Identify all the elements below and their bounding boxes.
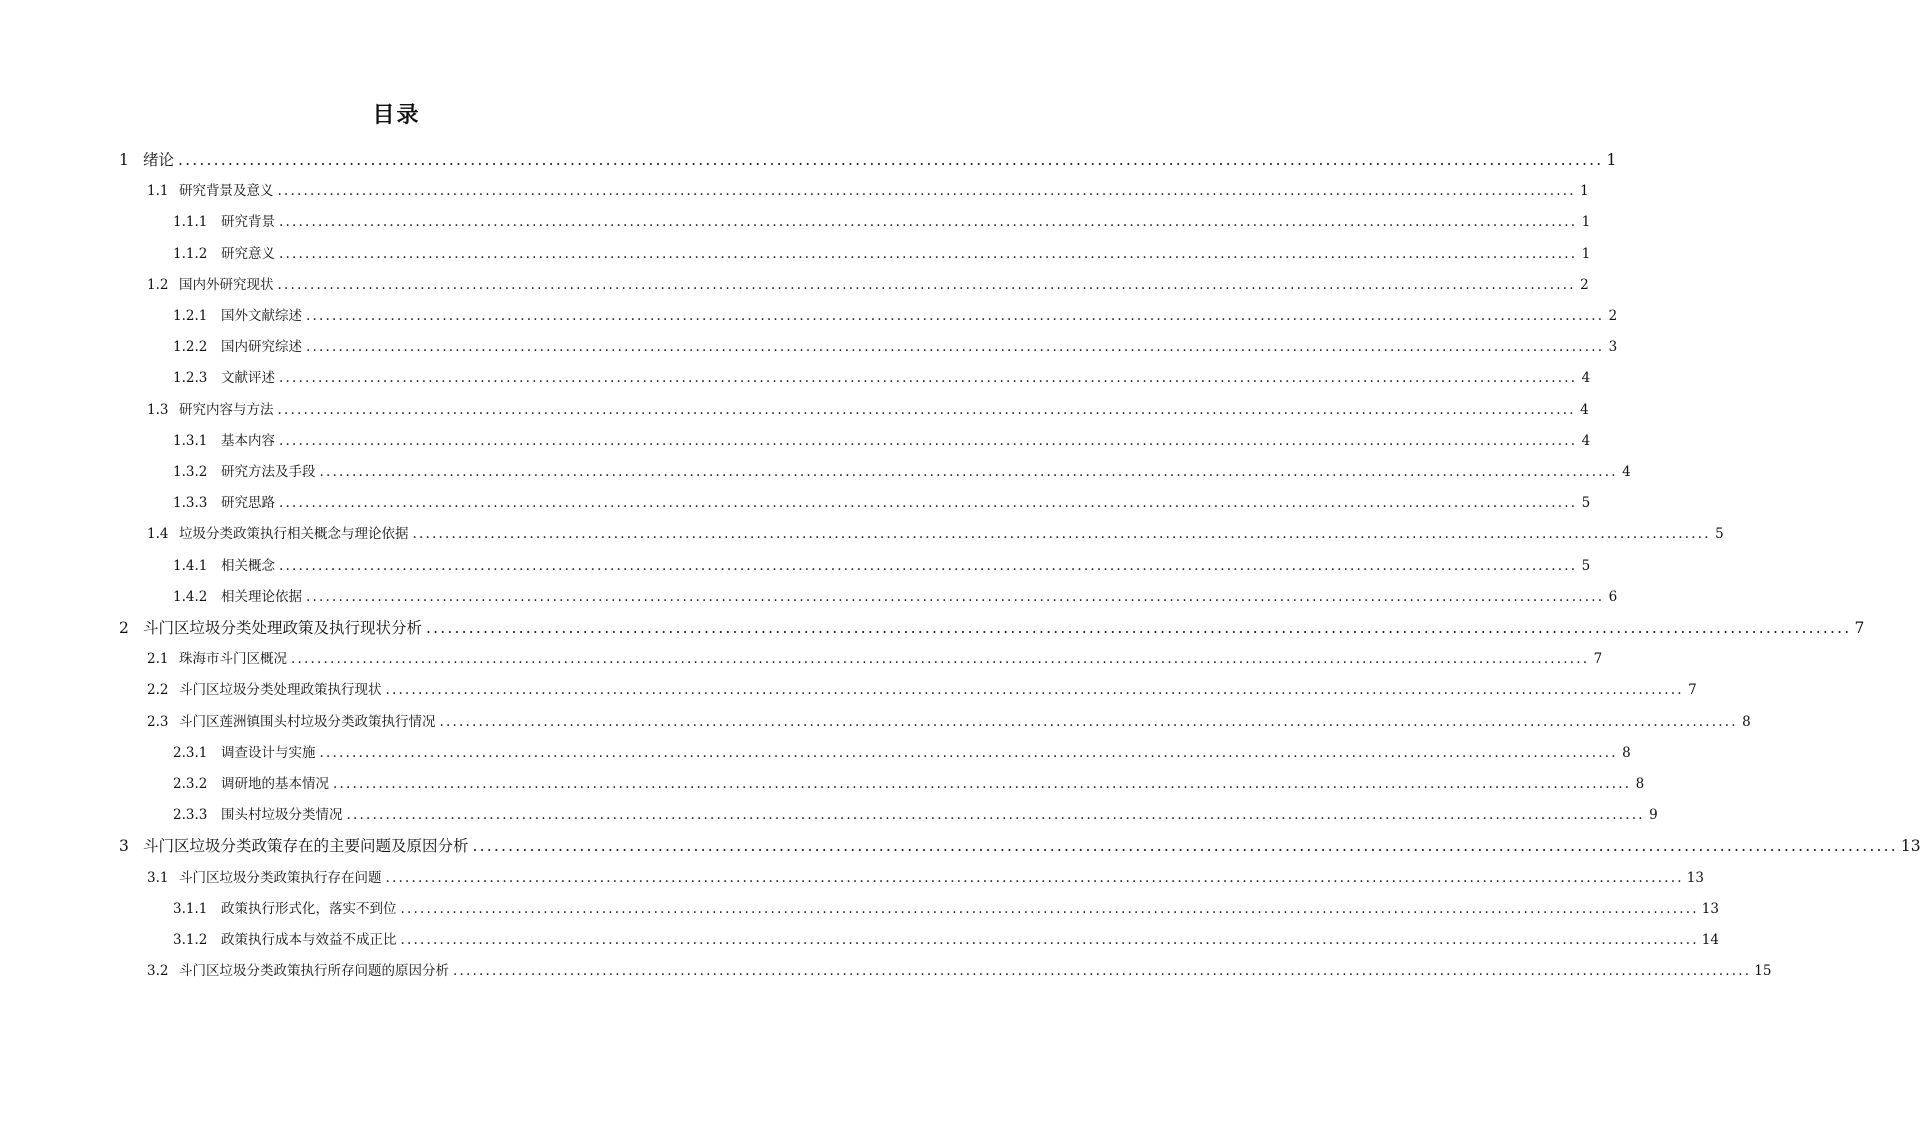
toc-entry[interactable]: [147, 867, 1704, 889]
toc-entry-title: 研究意义: [221, 246, 275, 262]
toc-entry-title: 斗门区垃圾分类政策执行所存问题的原因分析: [179, 963, 449, 979]
toc-dot-leader: ........................................................................................................................................................................................................: [333, 776, 1632, 792]
toc-entry-number: 2.1: [147, 651, 169, 667]
toc-dot-leader: ........................................................................................................................................................................................................: [400, 901, 1699, 917]
toc-entry-number: 1.2.3: [173, 370, 208, 386]
toc-entry-title: 政策执行成本与效益不成正比: [221, 932, 397, 948]
toc-entry-number: 1.1.2: [173, 246, 208, 262]
toc-entry[interactable]: [173, 243, 1591, 265]
toc-dot-leader: ........................................................................................................................................................................................................: [319, 745, 1618, 761]
toc-dot-leader: ........................................................................................................................................................................................................: [400, 932, 1699, 948]
toc-entry[interactable]: [147, 274, 1589, 296]
toc-entry-number: 2.3.3: [173, 807, 208, 823]
toc-dot-leader: ........................................................................................................................................................................................................: [306, 589, 1605, 605]
toc-dot-leader: ........................................................................................................................................................................................................: [319, 464, 1618, 480]
toc-entry-page: 6: [1608, 589, 1618, 605]
toc-entry-page: 1: [1581, 214, 1591, 230]
toc-entry-title: 研究方法及手段: [221, 464, 316, 480]
toc-dot-leader: ........................................................................................................................................................................................................: [453, 963, 1752, 979]
toc-entry-page: 4: [1581, 433, 1591, 449]
toc-entry[interactable]: [173, 555, 1591, 577]
toc-entry-title: 斗门区垃圾分类处理政策及执行现状分析: [143, 619, 423, 637]
toc-entry[interactable]: [147, 523, 1724, 545]
toc-entry-title: 国内研究综述: [221, 339, 302, 355]
toc-entry-page: 1: [1580, 183, 1589, 199]
toc-dot-leader: ........................................................................................................................................................................................................: [291, 651, 1590, 667]
toc-entry[interactable]: [173, 211, 1591, 233]
toc-dot-leader: ........................................................................................................................................................................................................: [279, 495, 1578, 511]
toc-entry[interactable]: [173, 898, 1719, 920]
toc-entry-page: 14: [1701, 932, 1719, 948]
toc-entry[interactable]: [173, 773, 1645, 795]
toc-dot-leader: ........................................................................................................................................................................................................: [279, 370, 1578, 386]
toc-entry-page: 4: [1581, 370, 1591, 386]
toc-entry[interactable]: [173, 586, 1618, 608]
toc-entry-number: 2.3.1: [173, 745, 208, 761]
toc-dot-leader: ........................................................................................................................................................................................................: [346, 807, 1645, 823]
toc-entry-title: 文献评述: [221, 370, 275, 386]
toc-entry-page: 2: [1580, 277, 1589, 293]
toc-entry-number: 2.2: [147, 682, 169, 698]
toc-entry-title: 国外文献综述: [221, 308, 302, 324]
toc-entry[interactable]: [173, 929, 1719, 951]
toc-dot-leader: ........................................................................................................................................................................................................: [279, 433, 1578, 449]
toc-entry-number: 2.3.2: [173, 776, 208, 792]
toc-dot-leader: ........................................................................................................................................................................................................: [426, 619, 1852, 637]
toc-entry-title: 斗门区垃圾分类政策执行存在问题: [179, 870, 382, 886]
toc-entry-title: 研究内容与方法: [179, 402, 274, 418]
toc-entry-number: 2: [119, 619, 129, 637]
toc-dot-leader: ........................................................................................................................................................................................................: [472, 837, 1898, 855]
toc-dot-leader: ........................................................................................................................................................................................................: [412, 526, 1711, 542]
toc-entry-title: 绪论: [143, 151, 175, 169]
toc-entry-title: 相关概念: [221, 558, 275, 574]
toc-entry-number: 1.2: [147, 277, 169, 293]
toc-dot-leader: ........................................................................................................................................................................................................: [277, 183, 1576, 199]
toc-entry[interactable]: [173, 336, 1618, 358]
toc-entry-page: 7: [1688, 682, 1697, 698]
toc-entry-number: 1.1.1: [173, 214, 208, 230]
toc-entry-number: 1.4: [147, 526, 169, 542]
toc-entry-title: 研究背景: [221, 214, 275, 230]
toc-entry[interactable]: [119, 617, 1865, 639]
toc-entry[interactable]: [147, 399, 1589, 421]
toc-entry-number: 1.3.3: [173, 495, 208, 511]
toc-dot-leader: ........................................................................................................................................................................................................: [306, 308, 1605, 324]
toc-dot-leader: ........................................................................................................................................................................................................: [385, 870, 1684, 886]
toc-entry-page: 5: [1715, 526, 1724, 542]
toc-entry-title: 研究背景及意义: [179, 183, 274, 199]
toc-entry-page: 13: [1900, 837, 1921, 855]
toc-entry-page: 3: [1608, 339, 1618, 355]
toc-entry-page: 8: [1742, 714, 1751, 730]
toc-entry-number: 3.1.2: [173, 932, 208, 948]
toc-entry-title: 研究思路: [221, 495, 275, 511]
toc-entry-page: 15: [1754, 963, 1772, 979]
toc-dot-leader: ........................................................................................................................................................................................................: [279, 246, 1578, 262]
toc-entry-title: 国内外研究现状: [179, 277, 274, 293]
toc-entry-page: 7: [1854, 619, 1865, 637]
toc-entry-number: 2.3: [147, 714, 169, 730]
toc-dot-leader: ........................................................................................................................................................................................................: [306, 339, 1605, 355]
toc-entry-number: 1.1: [147, 183, 169, 199]
toc-dot-leader: ........................................................................................................................................................................................................: [439, 714, 1738, 730]
toc-entry[interactable]: [147, 711, 1751, 733]
toc-entry-title: 相关理论依据: [221, 589, 302, 605]
toc-entry[interactable]: [173, 492, 1591, 514]
toc-entry-number: 1.3: [147, 402, 169, 418]
toc-entry-page: 5: [1581, 558, 1591, 574]
toc-entry-number: 1.4.1: [173, 558, 208, 574]
toc-entry-page: 13: [1701, 901, 1719, 917]
toc-entry-page: 9: [1649, 807, 1658, 823]
toc-entry-number: 3.1.1: [173, 901, 208, 917]
toc-entry[interactable]: [173, 367, 1591, 389]
toc-entry[interactable]: [173, 430, 1591, 452]
toc-entry-page: 8: [1622, 745, 1631, 761]
toc-entry-page: 2: [1608, 308, 1618, 324]
toc-entry[interactable]: [119, 149, 1617, 171]
toc-entry-page: 13: [1686, 870, 1704, 886]
toc-dot-leader: ........................................................................................................................................................................................................: [385, 682, 1684, 698]
toc-entry-title: 斗门区垃圾分类处理政策执行现状: [179, 682, 382, 698]
toc-entry-number: 1: [119, 151, 129, 169]
toc-dot-leader: ........................................................................................................................................................................................................: [279, 214, 1578, 230]
toc-entry-page: 7: [1593, 651, 1603, 667]
toc-entry[interactable]: [119, 835, 1921, 857]
toc-entry[interactable]: [173, 742, 1631, 764]
toc-entry[interactable]: [147, 679, 1697, 701]
toc-entry[interactable]: [173, 461, 1631, 483]
toc-entry-number: 3.1: [147, 870, 169, 886]
toc-entry-title: 斗门区垃圾分类政策存在的主要问题及原因分析: [143, 837, 469, 855]
toc-dot-leader: ........................................................................................................................................................................................................: [279, 558, 1578, 574]
toc-entry[interactable]: [147, 180, 1589, 202]
toc-entry-title: 基本内容: [221, 433, 275, 449]
toc-entry[interactable]: [173, 305, 1618, 327]
toc-entry-title: 斗门区莲洲镇围头村垃圾分类政策执行情况: [179, 714, 436, 730]
toc-entry-page: 4: [1622, 464, 1631, 480]
toc-dot-leader: ........................................................................................................................................................................................................: [277, 277, 1576, 293]
toc-entry-number: 3.2: [147, 963, 169, 979]
toc-entry-number: 3: [119, 837, 129, 855]
toc-dot-leader: ........................................................................................................................................................................................................: [178, 151, 1604, 169]
toc-entry-title: 政策执行形式化，落实不到位: [221, 901, 397, 917]
toc-entry-page: 1: [1606, 151, 1617, 169]
toc-entry[interactable]: [147, 648, 1603, 670]
toc-entry-title: 垃圾分类政策执行相关概念与理论依据: [179, 526, 409, 542]
toc-dot-leader: ........................................................................................................................................................................................................: [277, 402, 1576, 418]
toc-entry-number: 1.2.2: [173, 339, 208, 355]
toc-entry-page: 8: [1635, 776, 1645, 792]
toc-entry[interactable]: [147, 960, 1772, 982]
toc-entry-title: 珠海市斗门区概况: [179, 651, 287, 667]
toc-entry-title: 调研地的基本情况: [221, 776, 329, 792]
toc-entry-title: 调查设计与实施: [221, 745, 316, 761]
toc-entry-number: 1.3.2: [173, 464, 208, 480]
toc-entry-title: 围头村垃圾分类情况: [221, 807, 343, 823]
toc-entry-page: 4: [1580, 402, 1589, 418]
toc-entry-number: 1.3.1: [173, 433, 208, 449]
toc-entry-page: 1: [1581, 246, 1591, 262]
toc-entry-page: 5: [1581, 495, 1591, 511]
toc-entry-number: 1.2.1: [173, 308, 208, 324]
toc-entry-number: 1.4.2: [173, 589, 208, 605]
toc-title: 目录: [372, 103, 421, 128]
toc-entry[interactable]: [173, 804, 1658, 826]
